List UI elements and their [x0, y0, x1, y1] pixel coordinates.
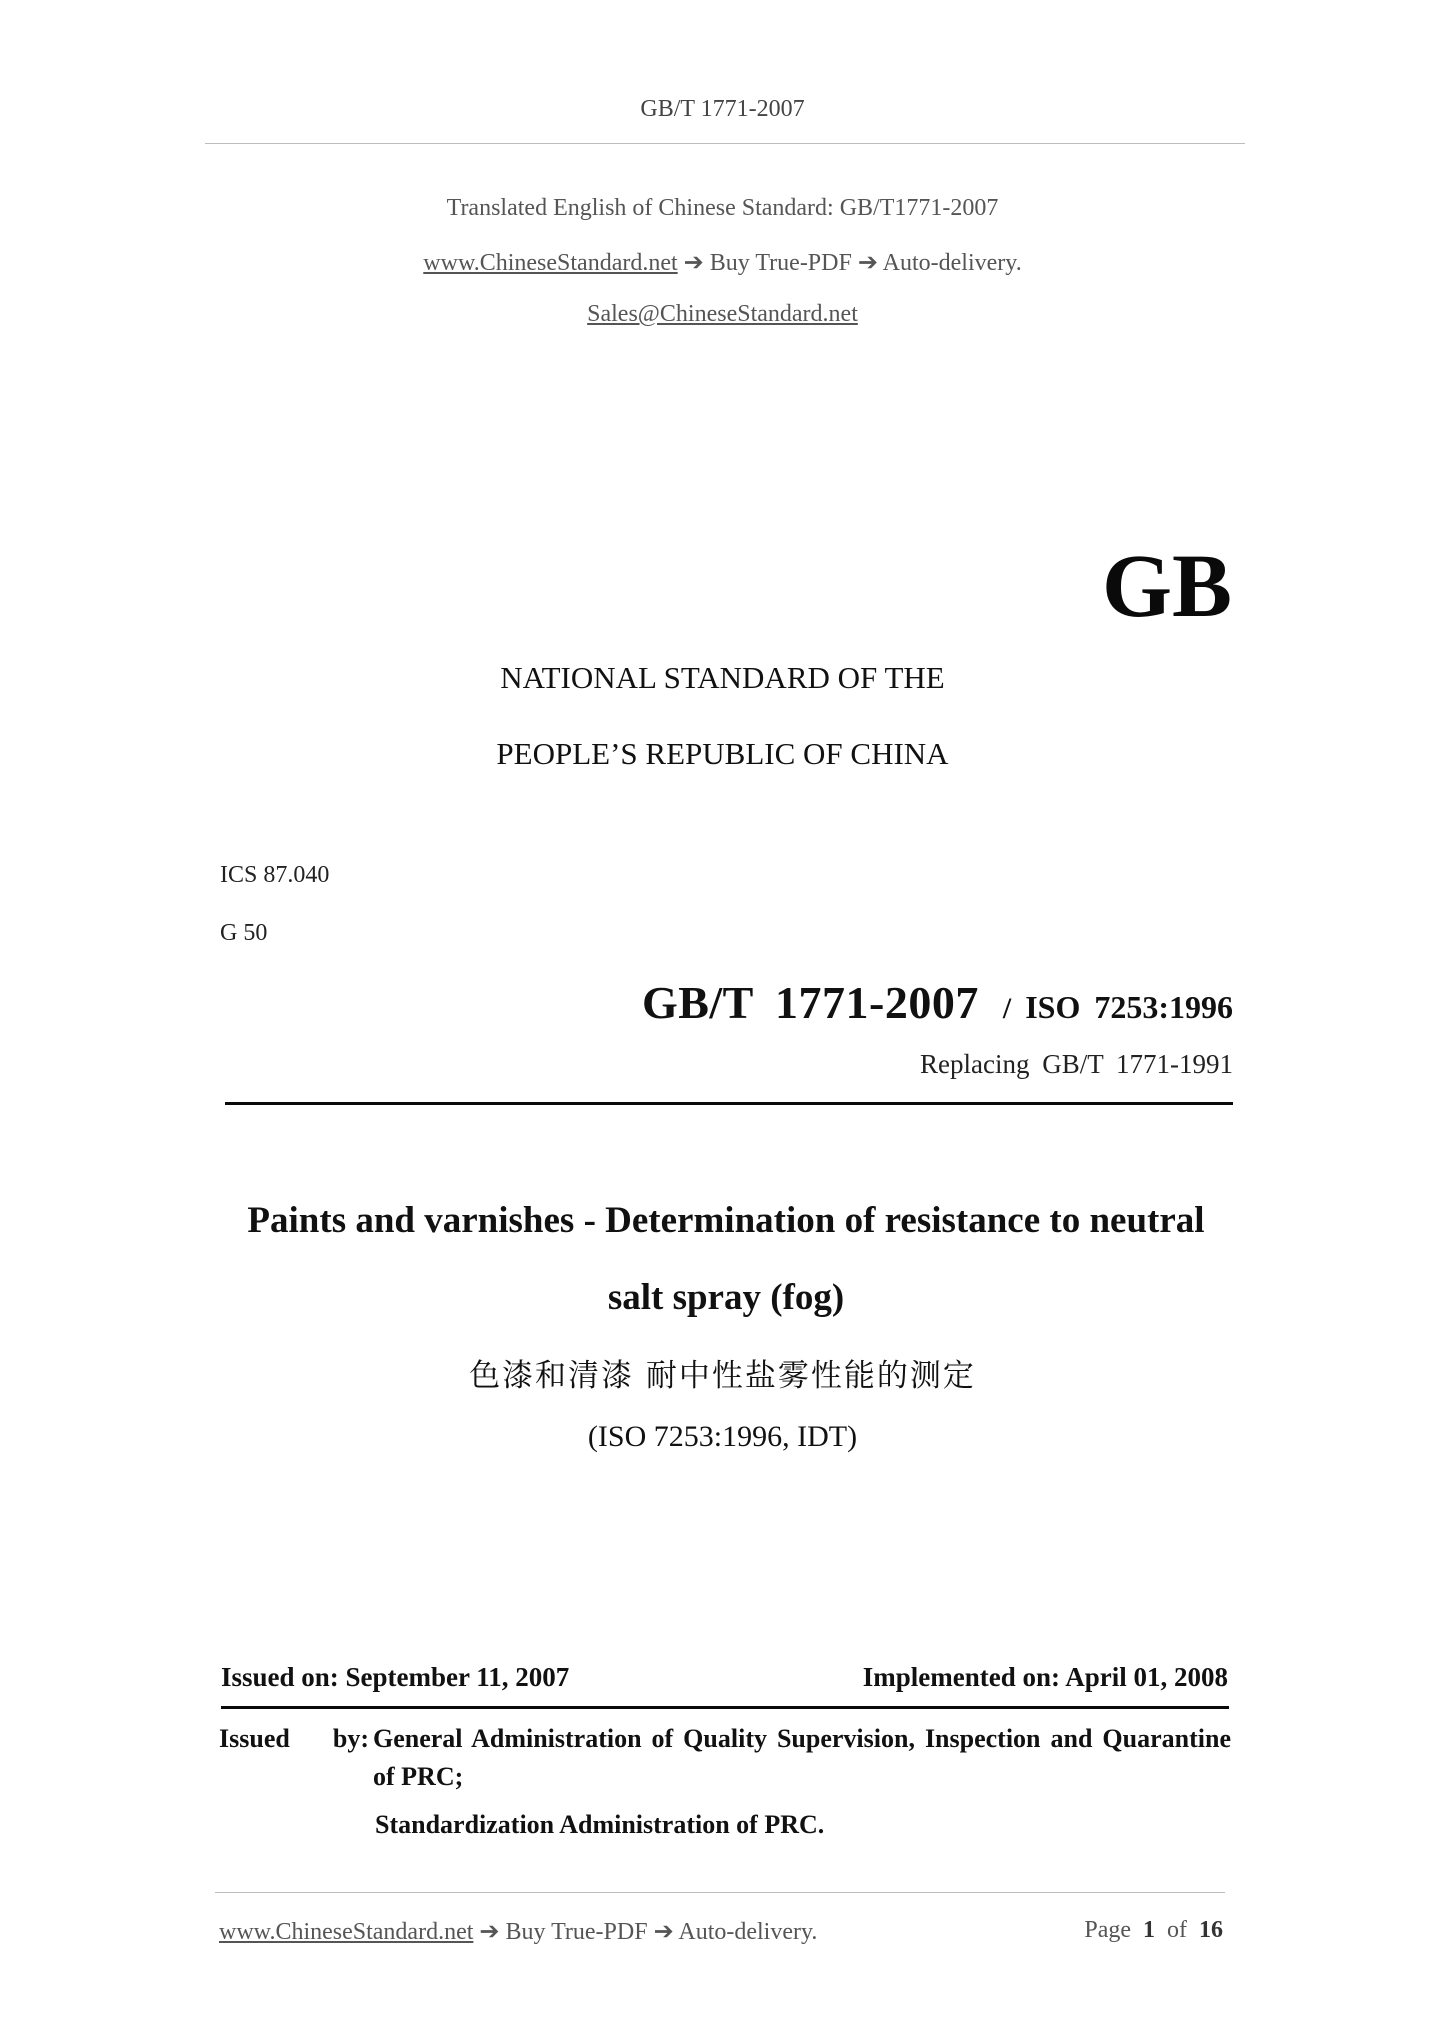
- page-label: Page: [1084, 1917, 1131, 1943]
- issuing-authority-1: General Administration of Quality Supervision, Inspection and Quarantine of PRC;: [373, 1724, 1231, 1791]
- sales-email-link[interactable]: Sales@ChineseStandard.net: [587, 301, 858, 327]
- footer-site-link[interactable]: www.ChineseStandard.net: [219, 1919, 474, 1945]
- national-standard-line-2: PEOPLE’S REPUBLIC OF CHINA: [496, 736, 949, 771]
- arrow-icon: ➔: [683, 250, 704, 276]
- issue-divider: [221, 1706, 1229, 1709]
- standard-number: GB/T 1771-2007: [641, 977, 979, 1028]
- delivery-text: Auto-delivery.: [882, 250, 1022, 276]
- classification-code: G 50: [220, 920, 268, 946]
- ics-code: ICS 87.040: [220, 862, 330, 888]
- document-title-english: Paints and varnishes - Determination of resistance to neutral salt spray (fog): [247, 1200, 1205, 1318]
- standard-number-line: [642, 976, 1233, 1029]
- arrow-icon: ➔: [653, 1919, 674, 1945]
- arrow-icon: ➔: [857, 250, 878, 276]
- translation-notice: Translated English of Chinese Standard: GB/T1771-2007: [446, 195, 999, 221]
- email-line: [0, 301, 1445, 328]
- site-link[interactable]: www.ChineseStandard.net: [423, 250, 678, 276]
- header-divider: [205, 143, 1245, 144]
- footer-purchase-line: [219, 1917, 817, 1946]
- iso-equivalence: (ISO 7253:1996, IDT): [587, 1420, 858, 1453]
- issued-by-label: Issued by:: [219, 1724, 369, 1753]
- standard-separator: /: [1002, 992, 1012, 1025]
- purchase-line: [0, 248, 1445, 277]
- footer-delivery-text: Auto-delivery.: [678, 1919, 818, 1945]
- page-of: of: [1167, 1917, 1187, 1943]
- buy-text: Buy True-PDF: [709, 250, 852, 276]
- arrow-icon: ➔: [479, 1919, 500, 1945]
- page-total: 16: [1199, 1917, 1223, 1943]
- footer-buy-text: Buy True-PDF: [505, 1919, 648, 1945]
- issued-on-date: Issued on: September 11, 2007: [221, 1662, 570, 1692]
- national-standard-line-1: NATIONAL STANDARD OF THE: [500, 660, 945, 695]
- header-standard-code: GB/T 1771-2007: [640, 96, 805, 122]
- implemented-on-date: Implemented on: April 01, 2008: [862, 1662, 1228, 1692]
- iso-number: ISO 7253:1996: [1025, 989, 1233, 1025]
- page-indicator: [1084, 1917, 1223, 1944]
- gb-logo-mark: GB: [1101, 537, 1232, 636]
- title-divider: [225, 1102, 1233, 1105]
- replacing-note: Replacing GB/T 1771-1991: [920, 1049, 1233, 1079]
- document-title-chinese: 色漆和清漆 耐中性盐雾性能的测定: [469, 1358, 976, 1394]
- page-current: 1: [1143, 1917, 1155, 1943]
- footer-divider: [215, 1892, 1225, 1893]
- issuing-authority-2: Standardization Administration of PRC.: [375, 1810, 825, 1839]
